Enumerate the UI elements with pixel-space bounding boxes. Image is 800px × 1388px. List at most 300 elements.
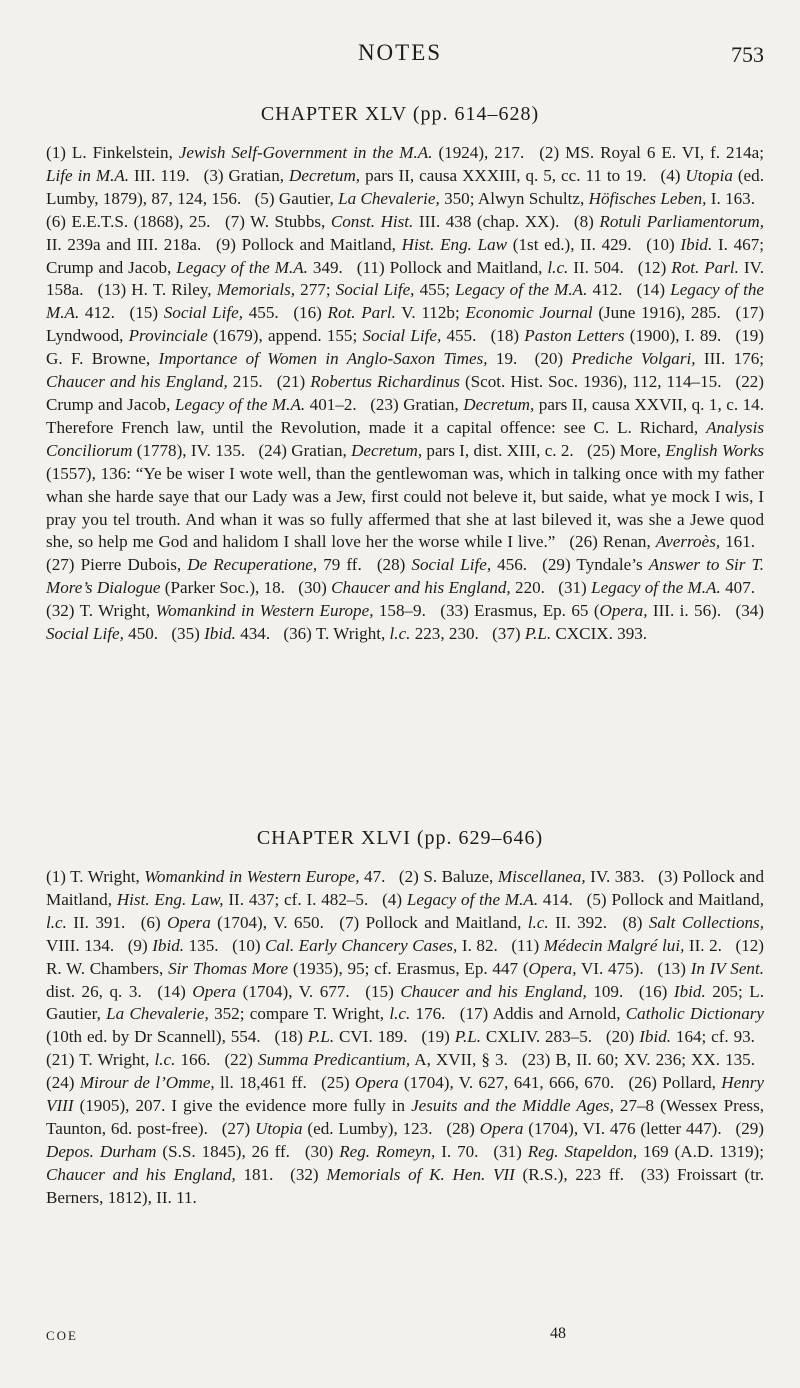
footnote <box>157 982 349 1001</box>
footnote-number: (10) <box>232 935 266 955</box>
footnote-number: (23) <box>521 1050 556 1070</box>
citation-text: II. 2. <box>684 935 722 955</box>
citation-text: pars II, causa XXXIII, q. 5, cc. 11 to 19. <box>360 165 647 185</box>
citation-text: (1704), V. 650. <box>210 912 324 932</box>
footnote-number: (4) <box>660 165 686 185</box>
footnote <box>399 867 645 886</box>
footnote <box>204 166 647 185</box>
citation-title: La Chevalerie, <box>338 188 440 208</box>
footnote <box>171 624 270 643</box>
citation-text: dist. 26, q. 3. <box>46 981 142 1001</box>
citation-title: l.c. <box>154 1050 176 1070</box>
footnote-number: (27) <box>46 555 81 575</box>
citation-title: Importance of Women in Anglo-Saxon Times, <box>158 349 488 369</box>
citation-text: Pierre Dubois, <box>80 555 188 575</box>
citation-text: 223, 230. <box>410 624 479 644</box>
footnote <box>46 867 385 886</box>
footnote-number: (3) <box>658 867 683 886</box>
citation-text: 27–8 (Wessex Press, Taunton, 6d. post-free). <box>46 1096 764 1138</box>
footnote-number: (28) <box>446 1118 480 1138</box>
citation-text: (ed. Lumby), 123. <box>302 1118 433 1138</box>
citation-title: Analysis Conciliorum <box>46 417 764 460</box>
citation-text: 220. <box>510 578 545 598</box>
citation-text: T. Wright, <box>315 624 390 644</box>
citation-text: T. Wright, <box>79 601 156 621</box>
citation-title: Prediche Volgari, <box>571 349 696 369</box>
citation-title: Provinciale <box>128 326 208 346</box>
citation-title: Summa Predicantium, <box>258 1050 411 1070</box>
citation-title: English Works <box>665 440 764 460</box>
footnote-number: (5) <box>254 188 279 208</box>
chapter-45-heading: CHAPTER XLV (pp. 614–628) <box>260 103 540 125</box>
running-head: NOTES <box>357 40 443 65</box>
citation-title: Höfisches Leben, <box>588 188 707 208</box>
citation-text: Pollock and Maitland, <box>611 889 764 909</box>
citation-text: 350; Alwyn Schultz, <box>439 188 589 208</box>
page-number: 753 <box>731 42 764 67</box>
footnote-number: (17) <box>735 303 765 323</box>
citation-text: II. 437; cf. I. 482–5. <box>223 889 369 909</box>
citation-title: Womankind in Western Europe, <box>144 867 360 886</box>
citation-title: Utopia <box>255 1118 303 1138</box>
citation-text: V. 112b; <box>395 303 466 323</box>
citation-title: Chaucer and his England, <box>331 578 511 598</box>
citation-text: Renan, <box>602 532 656 552</box>
footnote-number: (19) <box>735 326 764 346</box>
citation-text: (1679), append. 155; <box>207 326 363 346</box>
citation-title: Jewish Self-Government in the M.A. <box>178 143 433 162</box>
footnote-number: (22) <box>224 1050 259 1070</box>
citation-text: 19. <box>487 349 518 369</box>
footnote-number: (30) <box>298 578 332 598</box>
citation-text: 161. <box>720 532 756 552</box>
citation-text: 47. <box>359 867 386 886</box>
citation-title: Social Life, <box>46 624 124 644</box>
citation-title: Social Life, <box>335 280 415 300</box>
citation-text: 349. <box>307 257 343 277</box>
citation-title: l.c. <box>389 1004 411 1024</box>
footnote-number: (11) <box>356 257 390 277</box>
citation-text: L. Finkelstein, <box>71 143 179 162</box>
citation-title: Legacy of the M.A. <box>174 394 306 414</box>
citation-title: Opera <box>167 912 211 932</box>
citation-title: Legacy of the M.A. <box>406 889 539 909</box>
citation-text: Addis and Arnold, <box>492 1004 626 1024</box>
footnote <box>46 143 524 162</box>
citation-text: 166. <box>175 1050 211 1070</box>
citation-text: (10th ed. by Dr Scannell), 554. <box>46 1027 261 1047</box>
citation-title: Legacy of the M.A. <box>591 578 721 598</box>
citation-title: Ibid. <box>152 935 185 955</box>
citation-text: pars I, dist. XIII, c. 2. <box>422 440 574 460</box>
footnote-number: (11) <box>511 935 544 955</box>
citation-title: Hist. Eng. Law, <box>116 889 224 909</box>
citation-text: 79 ff. <box>317 555 362 575</box>
citation-text: III. 176; <box>695 349 764 369</box>
citation-text: 277; <box>295 280 336 300</box>
citation-text: 450. <box>123 624 159 644</box>
footnote <box>130 303 279 322</box>
footnote <box>46 1050 210 1069</box>
footnote-number: (14) <box>636 280 671 300</box>
footnote-number: (5) <box>586 889 612 909</box>
footnote-number: (22) <box>735 372 764 392</box>
footnote-number: (18) <box>490 326 525 346</box>
footnote <box>440 601 721 620</box>
citation-title: P.L. <box>524 624 552 644</box>
citation-text: B, II. 60; XV. 236; XX. 135. <box>555 1050 755 1070</box>
citation-title: Averroès, <box>655 532 721 552</box>
footnote-number: (36) <box>283 624 316 644</box>
citation-title: Social Life, <box>163 303 244 323</box>
footnote-number: (24) <box>46 1073 80 1093</box>
citation-title: Sir Thomas More <box>168 958 289 978</box>
footnote-number: (25) <box>321 1073 355 1093</box>
citation-title: l.c. <box>547 257 569 277</box>
citation-title: La Chevalerie, <box>106 1004 209 1024</box>
citation-title: Hist. Eng. Law <box>401 234 508 254</box>
footnote-number: (19) <box>421 1027 455 1047</box>
footnote <box>141 913 324 932</box>
citation-title: Opera <box>192 981 237 1001</box>
citation-text: Pollard, <box>662 1073 722 1093</box>
citation-text: (1704), V. 677. <box>236 981 350 1001</box>
citation-text: (1704), VI. 476 (letter 447). <box>523 1118 722 1138</box>
citation-title: Salt Collections, <box>648 912 764 932</box>
footnote <box>255 189 755 208</box>
citation-text: VIII. 134. <box>46 935 115 955</box>
footnote <box>216 235 632 254</box>
citation-title: Médecin Malgré lui, <box>543 935 685 955</box>
footnote <box>511 936 722 955</box>
chapter-45-notes <box>46 142 764 646</box>
footnote-number: (2) <box>539 143 566 162</box>
footnote-number: (17) <box>459 1004 493 1024</box>
citation-title: Answer to Sir T. More’s Dialogue <box>46 555 764 598</box>
footnote <box>492 624 647 643</box>
citation-text: I. 82. <box>457 935 498 955</box>
citation-text: Pollock and Maitland, <box>365 912 528 932</box>
footnote <box>522 1050 755 1069</box>
footnote <box>232 936 498 955</box>
citation-text: 176. <box>410 1004 446 1024</box>
citation-text: 434. <box>235 624 271 644</box>
citation-title: Reg. Romeyn, <box>339 1141 436 1161</box>
footnote-number: (28) <box>376 555 412 575</box>
footnote-number: (24) <box>258 440 292 460</box>
footnote-number: (21) <box>46 1050 80 1070</box>
footnote-number: (26) <box>569 532 603 552</box>
citation-text: Gautier, <box>278 188 339 208</box>
citation-title: Economic Journal <box>465 303 593 323</box>
citation-title: Opera <box>479 1118 524 1138</box>
citation-title: Legacy of the M.A. <box>176 257 308 277</box>
footnote-number: (6) <box>46 211 72 231</box>
footnote-number: (6) <box>140 912 168 932</box>
citation-title: Robertus Richardinus <box>310 372 460 392</box>
footnote <box>569 532 755 551</box>
citation-text: 414. <box>538 889 573 909</box>
citation-text: Lyndwood, <box>46 326 129 346</box>
citation-title: Legacy of the M.A. <box>46 280 765 323</box>
citation-text: A, XVII, § 3. <box>410 1050 508 1070</box>
citation-text: I. 467; Crump and Jacob, <box>46 234 765 277</box>
citation-text: Pollock and Maitland, <box>241 234 402 254</box>
footnote <box>365 982 623 1001</box>
citation-text: CXLIV. 283–5. <box>481 1027 593 1047</box>
citation-text: VI. 475). <box>576 958 644 978</box>
citation-text: Erasmus, Ep. 65 ( <box>474 601 600 621</box>
footnote-number: (8) <box>573 211 600 231</box>
citation-text: Pollock and Maitland, <box>46 867 765 909</box>
citation-text: (S.S. 1845), 26 ff. <box>156 1141 290 1161</box>
footnote <box>275 1027 408 1046</box>
citation-title: Decretum, <box>351 440 423 460</box>
footnote <box>225 212 559 231</box>
footnote <box>382 890 573 909</box>
citation-text: IV. 158a. <box>46 257 764 300</box>
footnote-number: (25) <box>586 440 620 460</box>
footnote <box>298 578 545 597</box>
citation-text: (1935), 95; cf. Erasmus, Ep. 447 ( <box>288 958 529 978</box>
footnote-number: (20) <box>605 1027 640 1047</box>
footnote-number: (16) <box>638 981 674 1001</box>
citation-text: Froissart (tr. Berners, 1812), II. 11. <box>46 1164 764 1207</box>
citation-title: Opera, <box>599 601 648 621</box>
citation-title: l.c. <box>527 912 549 932</box>
citation-text: 412. <box>79 303 115 323</box>
citation-title: P.L. <box>307 1027 335 1047</box>
citation-title: Const. Hist. <box>330 211 414 231</box>
footnote-number: (9) <box>127 935 153 955</box>
citation-text: III. 438 (chap. XX). <box>413 211 560 231</box>
citation-text: 455; <box>414 280 456 300</box>
citation-title: P.L. <box>454 1027 481 1047</box>
citation-text: 352; compare T. Wright, <box>208 1004 390 1024</box>
citation-text: Gratian, <box>403 394 464 414</box>
citation-title: Depos. Durham <box>46 1141 157 1161</box>
footnote-number: (1) <box>46 867 71 886</box>
citation-text: W. Stubbs, <box>250 211 331 231</box>
citation-text: II. 392. <box>548 912 608 932</box>
citation-text: (Scot. Hist. Soc. 1936), 112, 114–15. <box>459 372 722 392</box>
footnote-number: (16) <box>293 303 328 323</box>
footnote <box>290 1165 624 1184</box>
citation-text: R. W. Chambers, <box>46 958 169 978</box>
citation-title: Opera, <box>528 958 577 978</box>
citation-title: Decretum, <box>463 394 535 414</box>
citation-text: III. 119. <box>129 165 190 185</box>
citation-text: 205; L. Gautier, <box>46 981 764 1024</box>
citation-text: pars II, causa XXVII, q. 1, c. 14. Therefore French law, until the Revolution, made it a capital offence: see C. L. Richard, <box>46 394 764 437</box>
citation-title: Social Life, <box>411 555 492 575</box>
gathering-number: 48 <box>550 1325 566 1342</box>
citation-text: (1924), 217. <box>432 143 525 162</box>
citation-title: Legacy of the M.A. <box>455 280 588 300</box>
footnote-number: (21) <box>276 372 311 392</box>
citation-title: Chaucer and his England, <box>400 981 587 1001</box>
citation-text: 412. <box>587 280 623 300</box>
footnote <box>305 1142 479 1161</box>
citation-text: ll. 18,461 ff. <box>214 1073 307 1093</box>
chapter-46-notes <box>46 866 764 1210</box>
footnote-number: (10) <box>646 234 681 254</box>
footnote <box>491 326 722 345</box>
citation-title: Memorials of K. Hen. VII <box>326 1164 515 1184</box>
citation-title: Opera <box>354 1073 399 1093</box>
citation-title: In IV Sent. <box>690 958 764 978</box>
citation-title: Social Life, <box>362 326 442 346</box>
citation-title: Decretum, <box>289 165 361 185</box>
footnote-number: (29) <box>735 1118 764 1138</box>
citation-title: Ibid. <box>680 234 713 254</box>
footnote <box>46 1073 307 1092</box>
footnote-number: (29) <box>542 555 577 575</box>
footnote <box>446 1119 721 1138</box>
footnote-number: (13) <box>97 280 132 300</box>
citation-text: Gratian, <box>228 165 290 185</box>
signature-mark: COE <box>46 1328 78 1343</box>
citation-title: Chaucer and his England, <box>46 372 228 392</box>
footnote <box>421 1027 592 1046</box>
citation-text: H. T. Riley, <box>131 280 217 300</box>
footnote-number: (31) <box>558 578 592 598</box>
footnote-number: (31) <box>493 1141 528 1161</box>
citation-text: (R.S.), 223 ff. <box>514 1164 625 1184</box>
footnote-number: (33) <box>640 1164 677 1184</box>
citation-text: 109. <box>586 981 624 1001</box>
citation-title: Memorials, <box>216 280 296 300</box>
citation-text: (1st ed.), II. 429. <box>507 234 632 254</box>
citation-text: I. 70. <box>435 1141 479 1161</box>
footnote <box>283 624 478 643</box>
citation-text: S. Baluze, <box>423 867 498 886</box>
footnote <box>98 280 623 299</box>
citation-text: I. 163. <box>706 188 755 208</box>
footnote-number: (2) <box>398 867 424 886</box>
chapter-46-heading: CHAPTER XLVI (pp. 629–646) <box>256 827 544 849</box>
citation-text: (1557), 136: “Ye be wiser I wote well, than the gentlewoman was, which in talking once with my father whan she harde saye that our Lady was a Jew, first could not beleve it, but saide, what ye mock I wis, I pray you tel trouth. And whan it was so fully affermed that she at last bileved it, was she a Jewe quod she, so help me God and halidom I shall love her the worse while I live.” <box>46 463 764 552</box>
footnote-number: (32) <box>46 601 80 621</box>
footnote-number: (14) <box>157 981 193 1001</box>
citation-text: IV. 383. <box>585 867 645 886</box>
citation-text: Gratian, <box>291 440 352 460</box>
footnote <box>558 578 755 597</box>
footnote-number: (7) <box>339 912 366 932</box>
citation-text: 181. <box>235 1164 274 1184</box>
footnote-number: (15) <box>365 981 401 1001</box>
citation-text: II. 391. <box>66 912 126 932</box>
citation-title: Ibid. <box>204 624 236 644</box>
footnote <box>321 1073 614 1092</box>
citation-text: (1704), V. 627, 641, 666, 670. <box>398 1073 615 1093</box>
citation-title: l.c. <box>389 624 411 644</box>
citation-title: De Recuperatione, <box>187 555 318 575</box>
citation-text: 455. <box>441 326 477 346</box>
footnote-number: (35) <box>171 624 205 644</box>
citation-text: (1778), IV. 135. <box>132 440 246 460</box>
citation-text: 215. <box>227 372 263 392</box>
footnote-number: (20) <box>534 349 572 369</box>
footnote <box>46 212 210 231</box>
footnote-number: (32) <box>290 1164 327 1184</box>
footnote-number: (37) <box>492 624 525 644</box>
footnote-number: (27) <box>221 1118 256 1138</box>
footnote <box>339 913 607 932</box>
footnote-number: (9) <box>215 234 242 254</box>
footnote <box>46 555 362 574</box>
citation-title: Mirour de l’Omme, <box>79 1073 215 1093</box>
footnote-number: (18) <box>274 1027 308 1047</box>
footnote-number: (12) <box>637 257 672 277</box>
footnote <box>606 1027 755 1046</box>
footnote-number: (12) <box>735 935 764 955</box>
footnote <box>258 441 573 460</box>
citation-title: Henry VIII <box>46 1073 764 1116</box>
footnote-number: (15) <box>129 303 164 323</box>
footnote-number: (30) <box>304 1141 340 1161</box>
citation-text: 164; cf. 93. <box>671 1027 755 1047</box>
citation-title: l.c. <box>46 912 67 932</box>
footnote <box>377 555 527 574</box>
footnote-number: (13) <box>657 958 691 978</box>
citation-text: II. 504. <box>568 257 624 277</box>
citation-title: Utopia <box>685 165 733 185</box>
footnote <box>128 936 219 955</box>
citation-text: Crump and Jacob, <box>46 394 175 414</box>
citation-title: Chaucer and his England, <box>46 1164 236 1184</box>
citation-text: 456. <box>491 555 528 575</box>
citation-title: Paston Letters <box>524 326 625 346</box>
citation-text: 158–9. <box>373 601 426 621</box>
citation-text: 401–2. <box>305 394 357 414</box>
citation-text: G. F. Browne, <box>46 349 159 369</box>
citation-title: Rot. Parl. <box>671 257 739 277</box>
citation-text: (Parker Soc.), 18. <box>160 578 285 598</box>
citation-text: (June 1916), 285. <box>592 303 721 323</box>
footnote <box>222 1119 433 1138</box>
citation-title: Catholic Dictionary <box>625 1004 764 1024</box>
footnote-number: (4) <box>382 889 407 909</box>
footnote <box>224 1050 507 1069</box>
citation-text: 407. <box>720 578 756 598</box>
page-header <box>0 40 800 70</box>
footnote-number: (34) <box>735 601 764 621</box>
footnote-number: (7) <box>224 211 251 231</box>
citation-text: MS. Royal 6 E. VI, f. 214a; <box>565 143 764 162</box>
footnote-number: (23) <box>370 394 404 414</box>
footnote-number: (8) <box>622 912 649 932</box>
citation-text: CVI. 189. <box>334 1027 408 1047</box>
citation-title: Rotuli Parliamentorum, <box>599 211 764 231</box>
citation-text: T. Wright, <box>70 867 145 886</box>
footnote <box>293 303 720 322</box>
footnote-number: (33) <box>440 601 475 621</box>
citation-title: Cal. Early Chancery Cases, <box>265 935 458 955</box>
footnote <box>277 372 722 391</box>
citation-title: Womankind in Western Europe, <box>155 601 374 621</box>
citation-text: CXCIX. 393. <box>551 624 648 644</box>
citation-text: III. i. 56). <box>647 601 722 621</box>
citation-title: Rot. Parl. <box>327 303 396 323</box>
citation-title: Ibid. <box>673 981 706 1001</box>
citation-text: T. Wright, <box>79 1050 155 1070</box>
citation-text: 169 (A.D. 1319); <box>637 1141 764 1161</box>
footnote-number: (3) <box>203 165 229 185</box>
footnote-number: (26) <box>628 1073 663 1093</box>
citation-text: (ed. Lumby, 1879), 87, 124, 156. <box>46 165 764 208</box>
citation-text: Tyndale’s <box>576 555 649 575</box>
